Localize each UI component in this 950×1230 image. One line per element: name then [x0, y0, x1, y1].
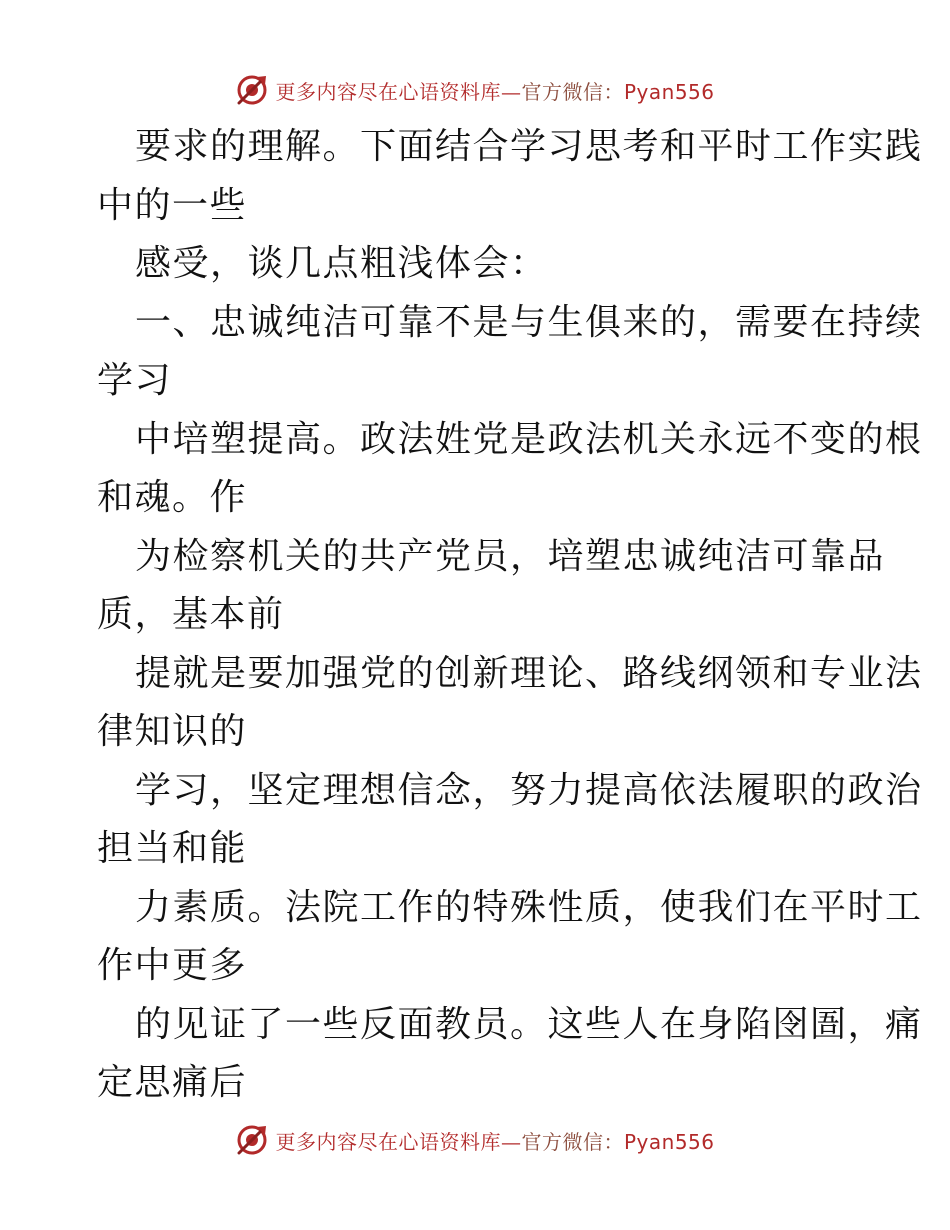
body-line: 定思痛后 [97, 1062, 248, 1103]
banner-wechat-id: Pyan556 [623, 1129, 715, 1154]
banner-wechat-id: Pyan556 [623, 79, 715, 104]
body-line: 中的一些 [97, 184, 248, 226]
quill-seal-icon [235, 73, 269, 107]
body-line: 担当和能 [97, 828, 248, 869]
banner-separator: — [500, 79, 522, 104]
banner-site-text: 更多内容尽在心语资料库 [275, 1129, 501, 1154]
body-line: 力素质。法院工作的特殊性质，使我们在平时工 [135, 886, 923, 928]
quill-seal-icon [235, 1123, 269, 1157]
document-body [97, 118, 923, 1113]
body-line: 的见证了一些反面教员。这些人在身陷囹圄，痛 [135, 1003, 923, 1045]
body-line: 和魂。作 [97, 477, 248, 518]
body-line: 为检察机关的共产党员，培塑忠诚纯洁可靠品 [135, 535, 886, 577]
body-line: 中培塑提高。政法姓党是政法机关永远不变的根 [135, 418, 923, 460]
body-line: 感受，谈几点粗浅体会： [135, 243, 548, 284]
body-line: 学习 [97, 360, 173, 401]
body-line: 一、忠诚纯洁可靠不是与生俱来的，需要在持续 [135, 301, 923, 343]
body-line: 质，基本前 [97, 594, 285, 635]
banner-text [275, 1126, 714, 1155]
banner-text [275, 76, 714, 105]
banner-official-label: 官方微信： [521, 79, 624, 104]
banner-site-text: 更多内容尽在心语资料库 [275, 79, 501, 104]
footer-banner [0, 1120, 950, 1160]
body-line: 学习，坚定理想信念，努力提高依法履职的政治 [135, 769, 923, 811]
banner-separator: — [500, 1129, 522, 1154]
banner-official-label: 官方微信： [521, 1129, 624, 1154]
body-line: 律知识的 [97, 711, 248, 752]
body-line: 作中更多 [97, 945, 248, 986]
body-line: 要求的理解。下面结合学习思考和平时工作实践 [135, 126, 923, 167]
body-line: 提就是要加强党的创新理论、路线纲领和专业法 [135, 652, 923, 694]
header-banner [0, 70, 950, 110]
